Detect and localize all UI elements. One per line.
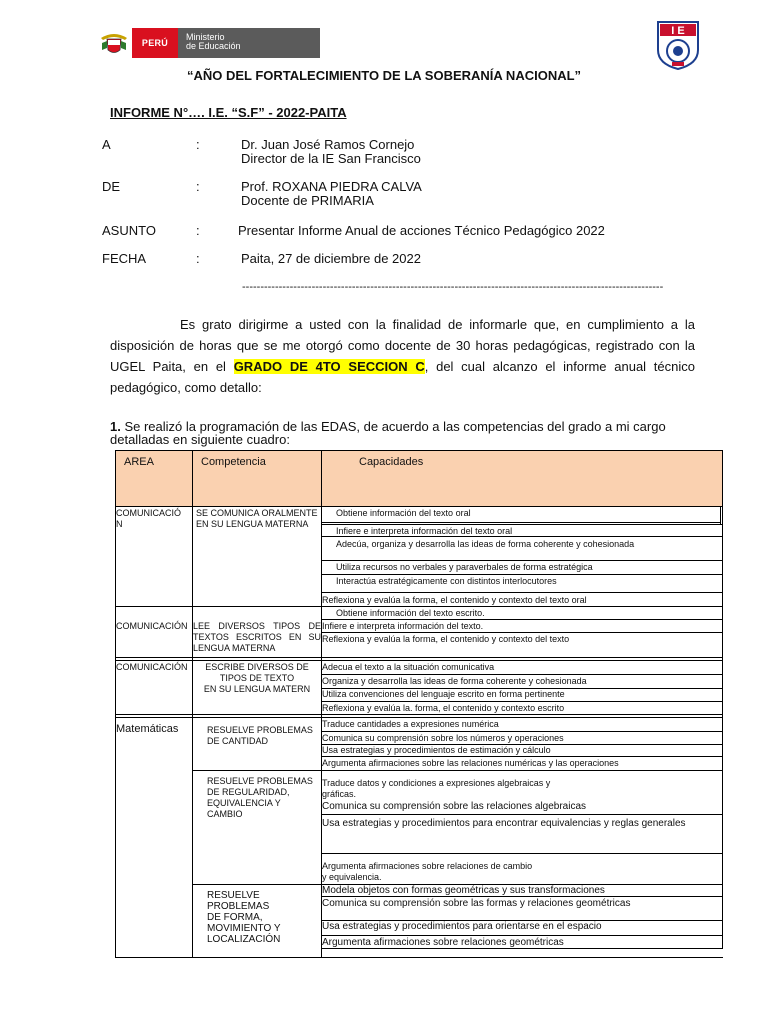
capacidad-cell: Interactúa estratégicamente con distintos interlocutores xyxy=(336,576,557,586)
date-colon: : xyxy=(196,251,200,266)
capacidad-cell: Obtiene información del texto escrito. xyxy=(336,608,485,618)
to-value xyxy=(241,138,421,166)
capacidad-cell: Infiere e interpreta información del texto. xyxy=(322,621,484,631)
item-1 xyxy=(110,420,700,446)
row-divider xyxy=(321,756,723,757)
table-border xyxy=(115,957,723,958)
row-divider xyxy=(720,507,721,524)
to-name: Dr. Juan José Ramos Cornejo xyxy=(241,137,415,152)
table-border xyxy=(115,450,723,451)
capacidad-cell: Obtiene información del texto oral xyxy=(336,508,471,518)
capacidad-cell: Argumenta afirmaciones sobre las relaciones numéricas y las operaciones xyxy=(322,758,619,768)
item-1-text: Se realizó la programación de las EDAS, de acuerdo a las competencias del grado a mi cargo detalladas en siguiente cuadro: xyxy=(110,419,666,447)
row-divider xyxy=(115,714,723,715)
row-divider xyxy=(321,948,723,949)
motto-heading: “AÑO DEL FORTALECIMIENTO DE LA SOBERANÍA NACIONAL” xyxy=(186,68,582,83)
table-border xyxy=(722,716,723,949)
capacidad-cell: Reflexiona y evalúa la. forma, el contenido y contexto escrito xyxy=(322,703,565,713)
column-divider xyxy=(192,450,193,958)
subject-label: ASUNTO xyxy=(102,223,156,238)
minedu-logo xyxy=(96,28,320,58)
row-divider xyxy=(321,896,723,897)
date-value: Paita, 27 de diciembre de 2022 xyxy=(241,251,421,266)
capacidad-cell: Utiliza recursos no verbales y paraverbales de forma estratégica xyxy=(336,562,593,572)
row-divider xyxy=(321,619,723,620)
ministry-line-2: de Educación xyxy=(186,41,241,51)
capacidad-cell: Adecúa, organiza y desarrolla las ideas de forma coherente y cohesionada xyxy=(336,539,635,549)
row-divider xyxy=(321,814,723,815)
table-border xyxy=(722,607,723,659)
row-divider xyxy=(321,632,723,633)
area-comunicacion-3: COMUNICACIÓN xyxy=(116,662,188,672)
area-matematicas: Matemáticas xyxy=(116,723,179,735)
capacidad-cell: Usa estrategias y procedimientos para encontrar equivalencias y reglas generales xyxy=(322,818,686,829)
capacidad-cell: Utiliza convenciones del lenguaje escrito en forma pertinente xyxy=(322,689,565,699)
intro-part-1: Es grato dirigirme a usted con la finalidad de informarle que, en cumplimiento a la disposición de horas que se me otorgó como docente de 30 horas pedagógicas, registrado con la UGEL Paita, en el xyxy=(110,317,695,374)
competencia-lee: LEE DIVERSOS TIPOS DE TEXTOS ESCRITOS EN SU LENGUA MATERNA xyxy=(193,621,321,653)
capacidad-cell: Argumenta afirmaciones sobre relaciones geométricas xyxy=(322,937,564,948)
separator-dashes: ------------------------------------------------------------------------------------------------------------------- xyxy=(242,281,664,293)
to-label: A xyxy=(102,137,111,152)
svg-text:I E: I E xyxy=(671,25,685,37)
area-comunicacion-2: COMUNICACIÓN xyxy=(116,621,188,631)
capacidad-cell: Comunica su comprensión sobre las relaciones algebraicas xyxy=(322,801,587,812)
header-capacidades: Capacidades xyxy=(359,456,424,468)
from-value xyxy=(241,180,422,208)
row-divider xyxy=(321,853,723,854)
row-divider xyxy=(321,524,723,525)
subject-colon: : xyxy=(196,223,200,238)
capacidad-cell: Comunica su comprensión sobre los números y operaciones xyxy=(322,733,564,743)
capacidad-cell: Reflexiona y evalúa la forma, el contenido y contexto del texto xyxy=(322,634,570,644)
ministry-line-1: Ministerio xyxy=(186,32,225,42)
to-role: Director de la IE San Francisco xyxy=(241,151,421,166)
row-divider xyxy=(115,717,723,718)
subject-value: Presentar Informe Anual de acciones Técnico Pedagógico 2022 xyxy=(238,223,605,238)
competencia-forma: RESUELVE PROBLEMAS DE FORMA, MOVIMIENTO Y LOCALIZACIÓN xyxy=(207,890,281,945)
capacidad-cell: Traduce cantidades a expresiones numérica xyxy=(322,719,499,729)
area-comunicacion-1: COMUNICACIÓ N xyxy=(116,508,181,529)
capacidad-cell: Infiere e interpreta información del texto oral xyxy=(336,526,513,536)
capacidad-cell: Reflexiona y evalúa la forma, el contenido y contexto del texto oral xyxy=(322,595,587,605)
capacidad-cell: Usa estrategias y procedimientos de estimación y cálculo xyxy=(322,745,551,755)
row-divider xyxy=(321,701,723,702)
row-divider xyxy=(321,560,723,561)
row-divider xyxy=(321,522,721,523)
row-divider xyxy=(321,674,723,675)
item-1-number: 1. xyxy=(110,419,121,434)
grade-highlight: GRADO DE 4TO SECCION C xyxy=(233,359,425,374)
capacidad-cell: Organiza y desarrolla las ideas de forma coherente y cohesionada xyxy=(322,676,587,686)
peru-label: PERÚ xyxy=(132,28,178,58)
report-title: INFORME N°…. I.E. “S.F” - 2022-PAITA xyxy=(110,105,347,120)
intro-paragraph xyxy=(110,314,695,398)
capacidad-cell: Usa estrategias y procedimientos para orientarse en el espacio xyxy=(322,921,602,932)
table-border xyxy=(722,450,723,507)
header-competencia: Competencia xyxy=(201,456,266,468)
from-role: Docente de PRIMARIA xyxy=(241,193,374,208)
row-divider xyxy=(192,770,723,771)
peru-coat-of-arms-icon xyxy=(96,28,132,58)
row-divider xyxy=(115,657,723,658)
ministry-label xyxy=(178,28,320,58)
row-divider xyxy=(115,606,723,607)
row-divider xyxy=(321,935,723,936)
from-colon: : xyxy=(196,179,200,194)
row-divider xyxy=(115,660,723,661)
competencia-escribe: ESCRIBE DIVERSOS DE TIPOS DE TEXTO EN SU LENGUA MATERN xyxy=(203,662,311,694)
header-area: AREA xyxy=(124,456,154,468)
capacidad-cell: Traduce datos y condiciones a expresiones algebraicas y gráficas. xyxy=(322,778,551,799)
to-colon: : xyxy=(196,137,200,152)
row-divider xyxy=(321,574,723,575)
competency-table xyxy=(115,450,723,958)
date-label: FECHA xyxy=(102,251,147,266)
row-divider xyxy=(321,731,723,732)
capacidad-cell: Adecua el texto a la situación comunicativa xyxy=(322,662,495,672)
capacidad-cell: Argumenta afirmaciones sobre relaciones de cambio y equivalencia. xyxy=(322,861,533,882)
from-name: Prof. ROXANA PIEDRA CALVA xyxy=(241,179,422,194)
row-divider xyxy=(321,536,723,537)
competencia-regularidad: RESUELVE PROBLEMAS DE REGULARIDAD, EQUIVALENCIA Y CAMBIO xyxy=(207,776,313,819)
capacidad-cell: Comunica su comprensión sobre las formas y relaciones geométricas xyxy=(322,898,631,909)
table-border xyxy=(722,659,723,716)
from-label: DE xyxy=(102,179,121,194)
capacidad-cell: Modela objetos con formas geométricas y sus transformaciones xyxy=(322,885,605,896)
row-divider xyxy=(321,592,723,593)
school-shield-logo xyxy=(656,20,700,70)
intro-part-2: , del cual alcanzo el informe anual técnico pedagógico, como detallo: xyxy=(110,359,695,395)
competencia-cantidad: RESUELVE PROBLEMAS DE CANTIDAD xyxy=(207,725,313,746)
table-border xyxy=(722,507,723,608)
competencia-oral: SE COMUNICA ORALMENTE EN SU LENGUA MATERNA xyxy=(196,508,318,529)
row-divider xyxy=(115,506,723,507)
